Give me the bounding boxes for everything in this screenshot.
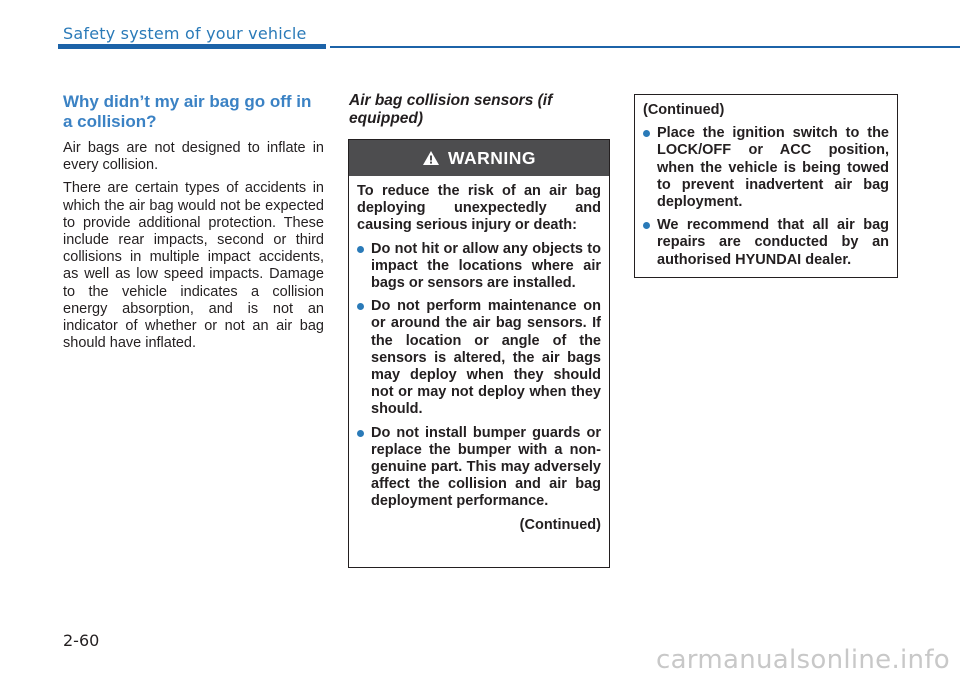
bullet-icon — [357, 246, 364, 253]
page-number: 2-60 — [63, 631, 100, 650]
warning-intro: To reduce the risk of an air bag deploying unexpectedly and causing serious injury or death: — [357, 183, 601, 234]
bullet-icon — [357, 303, 364, 310]
air-bag-explanation-column — [63, 92, 324, 358]
paragraph: There are certain types of accidents in which the air bag would not be expected to provide additional protection. These include rear impacts, second or third collisions in multiple impact accidents, as well as low speed impacts. Damage to the vehicle indicates a collision energy absorption, and is not an indicator of whether or not an air bag should have inflated. — [63, 180, 324, 352]
continued-label: (Continued) — [643, 102, 725, 118]
warning-body — [349, 176, 609, 534]
section-header-title: Safety system of your vehicle — [63, 24, 307, 43]
list-item: Do not install bumper guards or replace the bumper with a non-genuine part. This may adversely affect the collision and air bag deployment performance. — [357, 425, 601, 511]
warning-list — [357, 241, 601, 511]
bullet-icon — [643, 222, 650, 229]
paragraph: Air bags are not designed to inflate in every collision. — [63, 140, 324, 174]
header-rule-thin — [330, 46, 960, 48]
list-item: Place the ignition switch to the LOCK/OFF or ACC position, when the vehicle is being towed to prevent inadvertent air bag deployment. — [643, 125, 889, 211]
header-rule-thick — [58, 44, 326, 49]
continued-label: (Continued) — [519, 516, 601, 533]
section-heading: Why didn’t my air bag go off in a collision? — [63, 92, 312, 131]
list-item: Do not hit or allow any objects to impact the locations where air bags or sensors are installed. — [357, 241, 601, 293]
sensors-heading: Air bag collision sensors (if equipped) — [349, 92, 553, 127]
warning-triangle-icon — [422, 150, 440, 166]
list-item: We recommend that all air bag repairs are conducted by an authorised HYUNDAI dealer. — [643, 217, 889, 269]
continued-list — [643, 125, 889, 269]
list-item: Do not perform maintenance on or around the air bag sensors. If the location or angle of the sensors is altered, the air bags may deploy when they should not or may not deploy when they should. — [357, 298, 601, 418]
warning-box — [348, 139, 610, 568]
warning-header — [349, 140, 609, 176]
watermark: carmanualsonline.info — [655, 645, 950, 675]
bullet-icon — [643, 130, 650, 137]
warning-label: WARNING — [447, 147, 537, 168]
continued-warning-box — [634, 94, 898, 278]
bullet-icon — [357, 430, 364, 437]
